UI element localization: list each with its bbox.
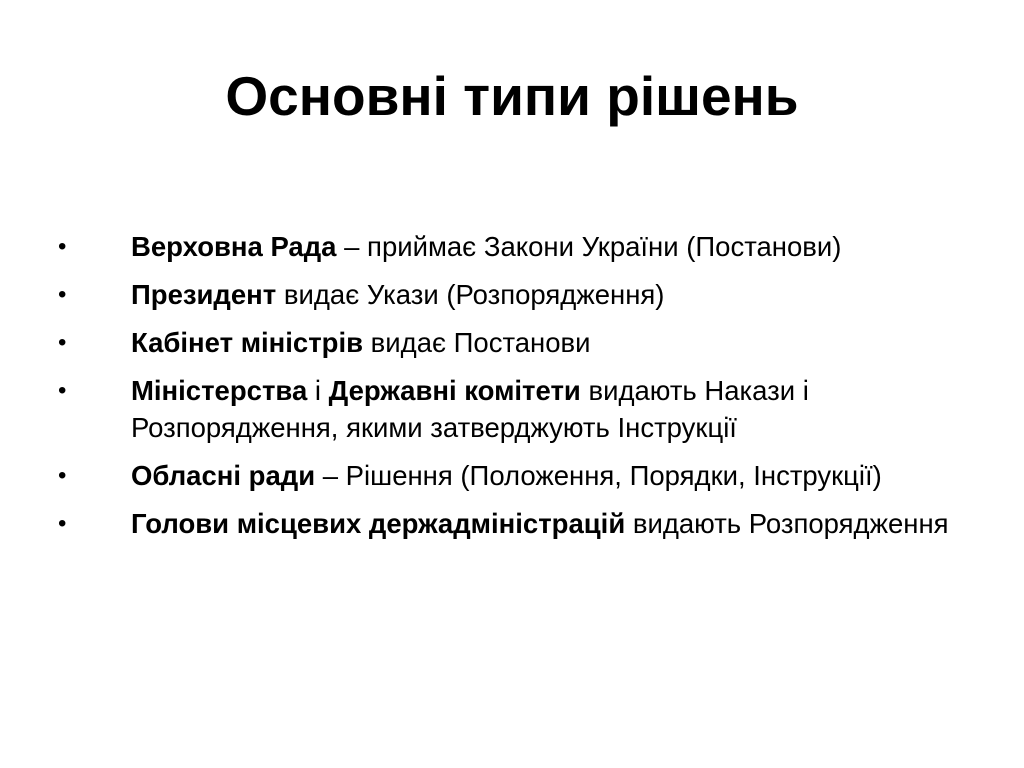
bullet-item xyxy=(58,276,978,313)
bullet-plain-text: – Рішення (Положення, Порядки, Інструкції) xyxy=(315,460,882,491)
bullet-icon: • xyxy=(58,233,67,260)
bullet-bold-text: Обласні ради xyxy=(131,460,316,491)
bullet-plain-text: і xyxy=(307,375,329,406)
bullet-bold-text: Голови місцевих держадміністрацій xyxy=(131,508,626,539)
bullet-item xyxy=(58,324,978,361)
slide-title: Основні типи рішень xyxy=(225,65,799,127)
bullet-text xyxy=(131,228,978,265)
bullet-text xyxy=(131,505,978,542)
bullet-item xyxy=(58,228,978,265)
bullet-bold-text: Президент xyxy=(131,279,277,310)
bullet-plain-text: видають Накази і Розпорядження, якими затверджують Інструкції xyxy=(131,375,809,443)
bullet-text xyxy=(131,276,978,313)
bullet-text xyxy=(131,457,978,494)
bullet-icon: • xyxy=(58,510,67,537)
bullet-icon: • xyxy=(58,329,67,356)
bullet-item xyxy=(58,505,978,542)
bullet-bold-text: Кабінет міністрів xyxy=(131,327,364,358)
bullet-bold-text: Державні комітети xyxy=(328,375,581,406)
bullet-text xyxy=(131,372,978,446)
bullet-plain-text: – приймає Закони України (Постанови) xyxy=(336,231,842,262)
bullet-text xyxy=(131,324,978,361)
bullet-bold-text: Міністерства xyxy=(131,375,308,406)
bullet-list xyxy=(58,228,978,553)
bullet-icon: • xyxy=(58,377,67,404)
bullet-item xyxy=(58,457,978,494)
bullet-icon: • xyxy=(58,462,67,489)
bullet-plain-text: видають Розпорядження xyxy=(625,508,949,539)
bullet-plain-text: видає Укази (Розпорядження) xyxy=(276,279,665,310)
bullet-bold-text: Верховна Рада xyxy=(131,231,337,262)
bullet-icon: • xyxy=(58,281,67,308)
bullet-item xyxy=(58,372,978,446)
bullet-plain-text: видає Постанови xyxy=(363,327,591,358)
